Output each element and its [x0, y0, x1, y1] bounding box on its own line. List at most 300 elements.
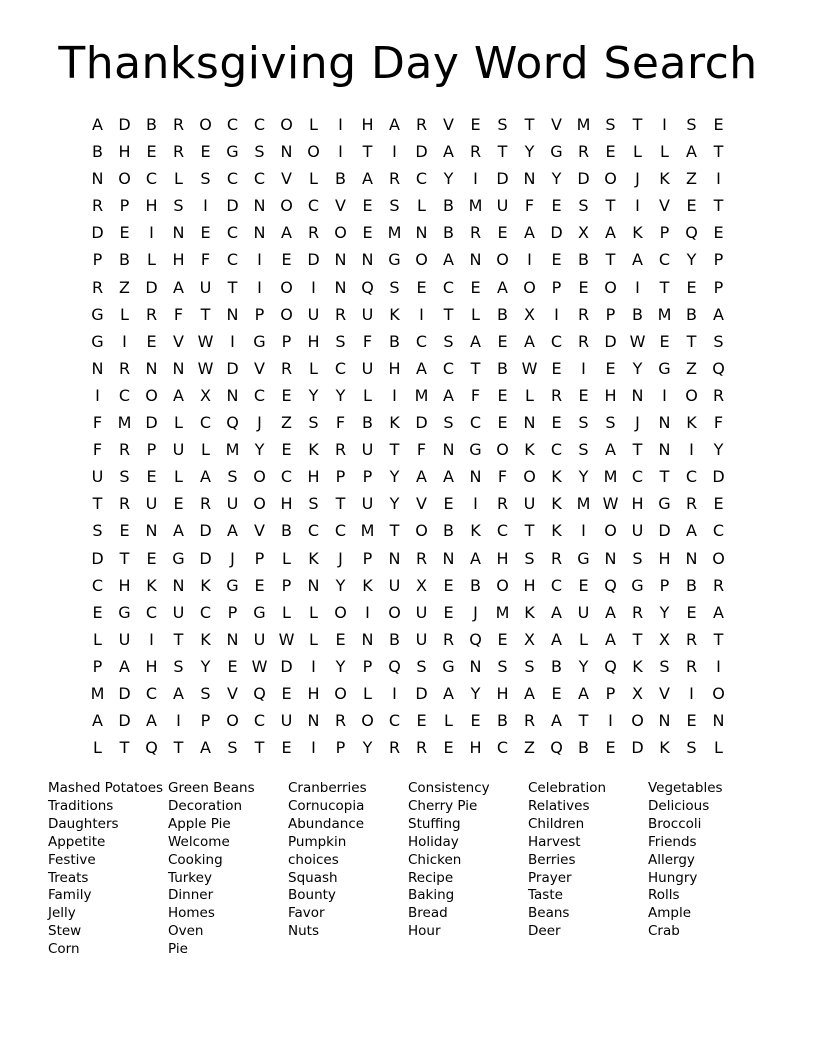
grid-letter: K — [389, 413, 400, 433]
grid-letter: F — [524, 196, 535, 216]
grid-letter: T — [713, 142, 724, 162]
grid-letter: Z — [686, 358, 697, 378]
grid-letter: E — [551, 683, 562, 703]
grid-letter: T — [362, 142, 373, 162]
grid-letter: A — [119, 656, 130, 676]
grid-letter: I — [203, 196, 208, 216]
grid-letter: K — [362, 575, 373, 595]
grid-letter: E — [605, 142, 616, 162]
grid-letter: C — [118, 385, 131, 405]
word-item: Cherry Pie — [408, 797, 478, 814]
grid-letter: E — [200, 223, 211, 243]
grid-letter: H — [496, 683, 509, 703]
grid-letter: I — [311, 738, 316, 758]
grid-letter: B — [470, 575, 481, 595]
grid-letter: Y — [659, 602, 670, 622]
grid-letter: D — [496, 169, 509, 189]
grid-letter: E — [281, 385, 292, 405]
word-item: Mashed Potatoes — [48, 780, 164, 796]
grid-letter: B — [497, 358, 508, 378]
grid-letter: E — [443, 494, 454, 514]
grid-letter: N — [253, 196, 266, 216]
grid-letter: S — [389, 196, 400, 216]
grid-letter: S — [92, 521, 103, 541]
word-item: Abundance — [288, 815, 365, 832]
grid-letter: Y — [578, 467, 589, 487]
grid-letter: C — [550, 331, 563, 351]
grid-letter: L — [120, 304, 129, 324]
grid-letter: T — [173, 629, 184, 649]
word-item: Oven — [168, 923, 204, 940]
grid-letter: O — [604, 277, 617, 297]
grid-letter: R — [631, 602, 644, 622]
grid-letter: U — [415, 629, 428, 649]
grid-letter: V — [416, 494, 427, 514]
grid-letter: E — [551, 358, 562, 378]
word-item: Children — [528, 815, 585, 832]
grid-letter: D — [577, 169, 590, 189]
grid-letter: M — [414, 385, 429, 405]
grid-letter: S — [416, 656, 427, 676]
grid-letter: A — [443, 250, 454, 270]
grid-letter: B — [497, 711, 508, 731]
grid-letter: R — [172, 115, 185, 134]
word-item: Friends — [648, 833, 697, 850]
grid-letter: S — [686, 738, 697, 758]
grid-letter: I — [149, 629, 154, 649]
grid-letter: G — [91, 331, 104, 351]
grid-letter: S — [200, 169, 211, 189]
grid-letter: L — [363, 385, 372, 405]
grid-letter: O — [712, 683, 725, 703]
grid-letter: B — [686, 575, 697, 595]
grid-letter: C — [280, 467, 293, 487]
grid-letter: P — [713, 250, 724, 270]
grid-letter: I — [635, 277, 640, 297]
word-item: Pumpkin — [288, 833, 347, 850]
grid-letter: B — [335, 169, 346, 189]
grid-letter: C — [685, 467, 698, 487]
grid-letter: B — [389, 629, 400, 649]
grid-letter: S — [713, 331, 724, 351]
grid-letter: I — [689, 440, 694, 460]
grid-letter: S — [443, 413, 454, 433]
grid-letter: K — [389, 304, 400, 324]
grid-letter: R — [496, 494, 509, 514]
grid-letter: A — [173, 277, 184, 297]
grid-letter: T — [524, 521, 535, 541]
grid-letter: C — [253, 385, 266, 405]
grid-letter: O — [415, 250, 428, 270]
grid-letter: C — [307, 196, 320, 216]
grid-letter: D — [658, 521, 671, 541]
grid-letter: D — [604, 331, 617, 351]
word-item: Squash — [288, 869, 338, 886]
grid-letter: E — [281, 440, 292, 460]
grid-letter: D — [415, 683, 428, 703]
grid-letter: H — [469, 738, 482, 758]
grid-letter: D — [226, 196, 239, 216]
word-item: Ample — [648, 905, 692, 922]
grid-letter: R — [172, 142, 185, 162]
grid-letter: D — [307, 250, 320, 270]
grid-letter: B — [632, 304, 643, 324]
word-item: Prayer — [528, 869, 572, 886]
grid-letter: L — [174, 467, 183, 487]
grid-letter: A — [389, 115, 400, 134]
word-item: Rolls — [648, 887, 680, 904]
grid-letter: L — [174, 169, 183, 189]
grid-letter: L — [633, 142, 642, 162]
grid-letter: C — [145, 683, 158, 703]
grid-letter: E — [497, 413, 508, 433]
grid-letter: T — [389, 440, 400, 460]
grid-letter: N — [307, 575, 320, 595]
grid-letter: L — [309, 602, 318, 622]
grid-letter: E — [146, 548, 157, 568]
grid-letter: N — [307, 711, 320, 731]
grid-letter: D — [415, 413, 428, 433]
grid-letter: E — [281, 683, 292, 703]
grid-letter: E — [443, 738, 454, 758]
grid-letter: N — [523, 169, 536, 189]
grid-letter: E — [146, 142, 157, 162]
word-item: Apple Pie — [168, 815, 231, 832]
grid-letter: C — [712, 521, 725, 541]
grid-letter: L — [309, 169, 318, 189]
grid-letter: F — [335, 413, 346, 433]
grid-letter: C — [145, 602, 158, 622]
grid-letter: H — [388, 358, 401, 378]
grid-letter: X — [659, 629, 670, 649]
grid-letter: A — [362, 169, 373, 189]
grid-letter: S — [578, 196, 589, 216]
grid-letter: G — [550, 142, 563, 162]
grid-letter: R — [118, 494, 131, 514]
grid-letter: E — [146, 331, 157, 351]
grid-letter: Q — [388, 656, 401, 676]
grid-letter: E — [254, 575, 265, 595]
grid-letter: G — [91, 304, 104, 324]
grid-letter: E — [362, 223, 373, 243]
word-column — [288, 780, 408, 959]
grid-letter: O — [604, 169, 617, 189]
grid-letter: I — [257, 277, 262, 297]
grid-letter: N — [604, 548, 617, 568]
grid-letter: I — [716, 656, 721, 676]
word-item: Stew — [48, 923, 82, 940]
word-item: Deer — [528, 923, 561, 940]
grid-letter: S — [632, 548, 643, 568]
grid-letter: K — [524, 440, 535, 460]
grid-letter: J — [257, 413, 262, 433]
word-item: Traditions — [48, 797, 114, 814]
grid-letter: S — [497, 656, 508, 676]
grid-letter: N — [226, 385, 239, 405]
grid-letter: G — [172, 548, 185, 568]
grid-letter: T — [686, 331, 697, 351]
grid-letter: U — [523, 494, 536, 514]
grid-letter: D — [91, 548, 104, 568]
grid-letter: C — [415, 169, 428, 189]
grid-letter: R — [334, 711, 347, 731]
grid-letter: T — [173, 738, 184, 758]
grid-letter: T — [254, 738, 265, 758]
grid-letter: U — [172, 440, 185, 460]
grid-letter: E — [92, 602, 103, 622]
grid-letter: U — [361, 358, 374, 378]
grid-letter: B — [92, 142, 103, 162]
grid-letter: P — [281, 575, 292, 595]
grid-letter: A — [173, 683, 184, 703]
grid-letter: F — [470, 385, 481, 405]
grid-letter: P — [605, 304, 616, 324]
grid-letter: M — [657, 304, 672, 324]
word-item: Hour — [408, 923, 441, 940]
grid-letter: C — [550, 575, 563, 595]
word-item: Homes — [168, 905, 215, 922]
grid-letter: N — [361, 629, 374, 649]
grid-letter: L — [309, 629, 318, 649]
grid-letter: C — [415, 331, 428, 351]
grid-letter: S — [686, 115, 697, 134]
grid-letter: S — [524, 548, 535, 568]
grid-letter: U — [280, 711, 293, 731]
grid-letter: H — [280, 494, 293, 514]
grid-letter: R — [442, 629, 455, 649]
word-item: Allergy — [648, 851, 695, 868]
grid-letter: O — [496, 575, 509, 595]
grid-letter: D — [199, 521, 212, 541]
grid-letter: C — [199, 413, 212, 433]
word-item: Holiday — [408, 833, 459, 850]
grid-letter: C — [91, 575, 104, 595]
word-item: Baking — [408, 887, 455, 904]
grid-letter: M — [576, 494, 591, 514]
grid-letter: R — [334, 304, 347, 324]
grid-letter: R — [577, 304, 590, 324]
grid-letter: C — [199, 602, 212, 622]
grid-letter: T — [632, 440, 643, 460]
grid-letter: W — [278, 629, 295, 649]
word-item: Cooking — [168, 851, 223, 868]
grid-letter: N — [658, 440, 671, 460]
word-item: Green Beans — [168, 780, 255, 796]
grid-letter: U — [361, 304, 374, 324]
grid-letter: U — [91, 467, 104, 487]
word-item: Appetite — [48, 833, 106, 850]
word-item: Dinner — [168, 887, 214, 904]
grid-letter: E — [227, 656, 238, 676]
grid-letter: R — [199, 494, 212, 514]
grid-letter: J — [230, 548, 235, 568]
grid-letter: V — [173, 331, 184, 351]
grid-letter: S — [578, 413, 589, 433]
grid-letter: K — [308, 548, 319, 568]
grid-letter: M — [90, 683, 105, 703]
grid-letter: E — [443, 575, 454, 595]
grid-letter: R — [91, 277, 104, 297]
grid-letter: L — [417, 196, 426, 216]
grid-letter: A — [551, 711, 562, 731]
word-item: Turkey — [168, 869, 212, 886]
grid-letter: I — [608, 711, 613, 731]
grid-letter: R — [388, 169, 401, 189]
grid-letter: N — [226, 629, 239, 649]
grid-letter: V — [659, 683, 670, 703]
grid-letter: S — [578, 440, 589, 460]
grid-letter: U — [118, 629, 131, 649]
grid-letter: T — [524, 115, 535, 134]
grid-letter: V — [227, 683, 238, 703]
grid-letter: M — [225, 440, 240, 460]
grid-letter: M — [117, 413, 132, 433]
grid-letter: P — [281, 331, 292, 351]
grid-letter: D — [415, 142, 428, 162]
grid-letter: C — [469, 413, 482, 433]
word-column — [528, 780, 648, 959]
word-list — [48, 780, 768, 959]
grid-letter: C — [145, 169, 158, 189]
grid-letter: E — [281, 738, 292, 758]
grid-letter: T — [389, 521, 400, 541]
grid-letter: E — [470, 711, 481, 731]
grid-letter: I — [662, 385, 667, 405]
grid-letter: Y — [389, 494, 400, 514]
word-item: Taste — [528, 887, 563, 904]
grid-letter: F — [362, 331, 373, 351]
grid-letter: S — [119, 467, 130, 487]
grid-letter: F — [200, 250, 211, 270]
grid-letter: T — [227, 277, 238, 297]
grid-letter: B — [146, 115, 157, 134]
grid-letter: O — [280, 196, 293, 216]
grid-letter: A — [227, 521, 238, 541]
grid-letter: E — [335, 629, 346, 649]
grid-letter: C — [307, 521, 320, 541]
grid-letter: E — [119, 521, 130, 541]
grid-letter: N — [253, 223, 266, 243]
grid-letter: H — [631, 494, 644, 514]
grid-letter: H — [604, 385, 617, 405]
grid-letter: O — [280, 304, 293, 324]
grid-letter: T — [659, 277, 670, 297]
word-item: choices — [288, 851, 339, 868]
grid-letter: I — [338, 115, 343, 134]
grid-letter: E — [686, 711, 697, 731]
grid-letter: L — [201, 440, 210, 460]
grid-letter: C — [253, 169, 266, 189]
grid-letter: T — [497, 142, 508, 162]
grid-letter: K — [551, 494, 562, 514]
grid-letter: N — [361, 250, 374, 270]
grid-letter: O — [118, 169, 131, 189]
grid-letter: A — [551, 629, 562, 649]
grid-letter: E — [713, 494, 724, 514]
grid-letter: E — [551, 413, 562, 433]
grid-letter: M — [576, 115, 591, 134]
grid-letter: V — [254, 358, 265, 378]
grid-letter: I — [230, 331, 235, 351]
grid-letter: L — [93, 738, 102, 758]
grid-letter: U — [577, 602, 590, 622]
grid-letter: P — [254, 548, 265, 568]
grid-letter: B — [497, 304, 508, 324]
grid-letter: K — [551, 521, 562, 541]
grid-letter: N — [145, 358, 158, 378]
grid-letter: L — [174, 413, 183, 433]
grid-letter: F — [713, 413, 724, 433]
letter-grid — [84, 111, 732, 761]
grid-letter: T — [335, 494, 346, 514]
grid-letter: N — [145, 521, 158, 541]
grid-letter: R — [118, 358, 131, 378]
grid-letter: Y — [713, 440, 724, 460]
grid-letter: E — [605, 358, 616, 378]
word-item: Chicken — [408, 851, 462, 868]
grid-letter: U — [361, 440, 374, 460]
grid-letter: L — [309, 115, 318, 134]
grid-letter: N — [334, 277, 347, 297]
grid-letter: A — [146, 711, 157, 731]
grid-letter: B — [443, 521, 454, 541]
grid-letter: A — [578, 683, 589, 703]
grid-letter: E — [119, 223, 130, 243]
grid-letter: O — [712, 548, 725, 568]
grid-letter: A — [524, 223, 535, 243]
grid-letter: B — [551, 656, 562, 676]
grid-letter: T — [713, 629, 724, 649]
grid-letter: P — [92, 250, 103, 270]
grid-letter: I — [473, 494, 478, 514]
grid-letter: C — [388, 711, 401, 731]
grid-letter: W — [251, 656, 268, 676]
grid-letter: R — [91, 196, 104, 216]
grid-letter: P — [605, 683, 616, 703]
grid-letter: V — [335, 196, 346, 216]
grid-letter: T — [578, 711, 589, 731]
grid-letter: Y — [686, 250, 697, 270]
grid-letter: Y — [335, 656, 346, 676]
grid-letter: R — [307, 223, 320, 243]
grid-letter: R — [577, 331, 590, 351]
grid-letter: K — [200, 575, 211, 595]
grid-letter: A — [173, 521, 184, 541]
grid-letter: S — [227, 738, 238, 758]
grid-letter: O — [307, 142, 320, 162]
grid-letter: H — [307, 331, 320, 351]
word-item: Corn — [48, 941, 80, 958]
grid-letter: E — [416, 277, 427, 297]
grid-letter: C — [334, 358, 347, 378]
grid-letter: A — [605, 440, 616, 460]
grid-letter: K — [659, 738, 670, 758]
grid-letter: E — [578, 575, 589, 595]
grid-letter: D — [712, 467, 725, 487]
grid-letter: E — [416, 711, 427, 731]
grid-letter: S — [605, 115, 616, 134]
word-item: Vegetables — [648, 780, 723, 796]
grid-letter: L — [471, 304, 480, 324]
grid-letter: A — [281, 223, 292, 243]
grid-letter: G — [469, 440, 482, 460]
grid-letter: T — [713, 196, 724, 216]
grid-letter: S — [308, 494, 319, 514]
grid-letter: O — [253, 494, 266, 514]
word-item: Stuffing — [408, 815, 461, 832]
grid-letter: E — [362, 196, 373, 216]
word-item: Cranberries — [288, 780, 367, 796]
